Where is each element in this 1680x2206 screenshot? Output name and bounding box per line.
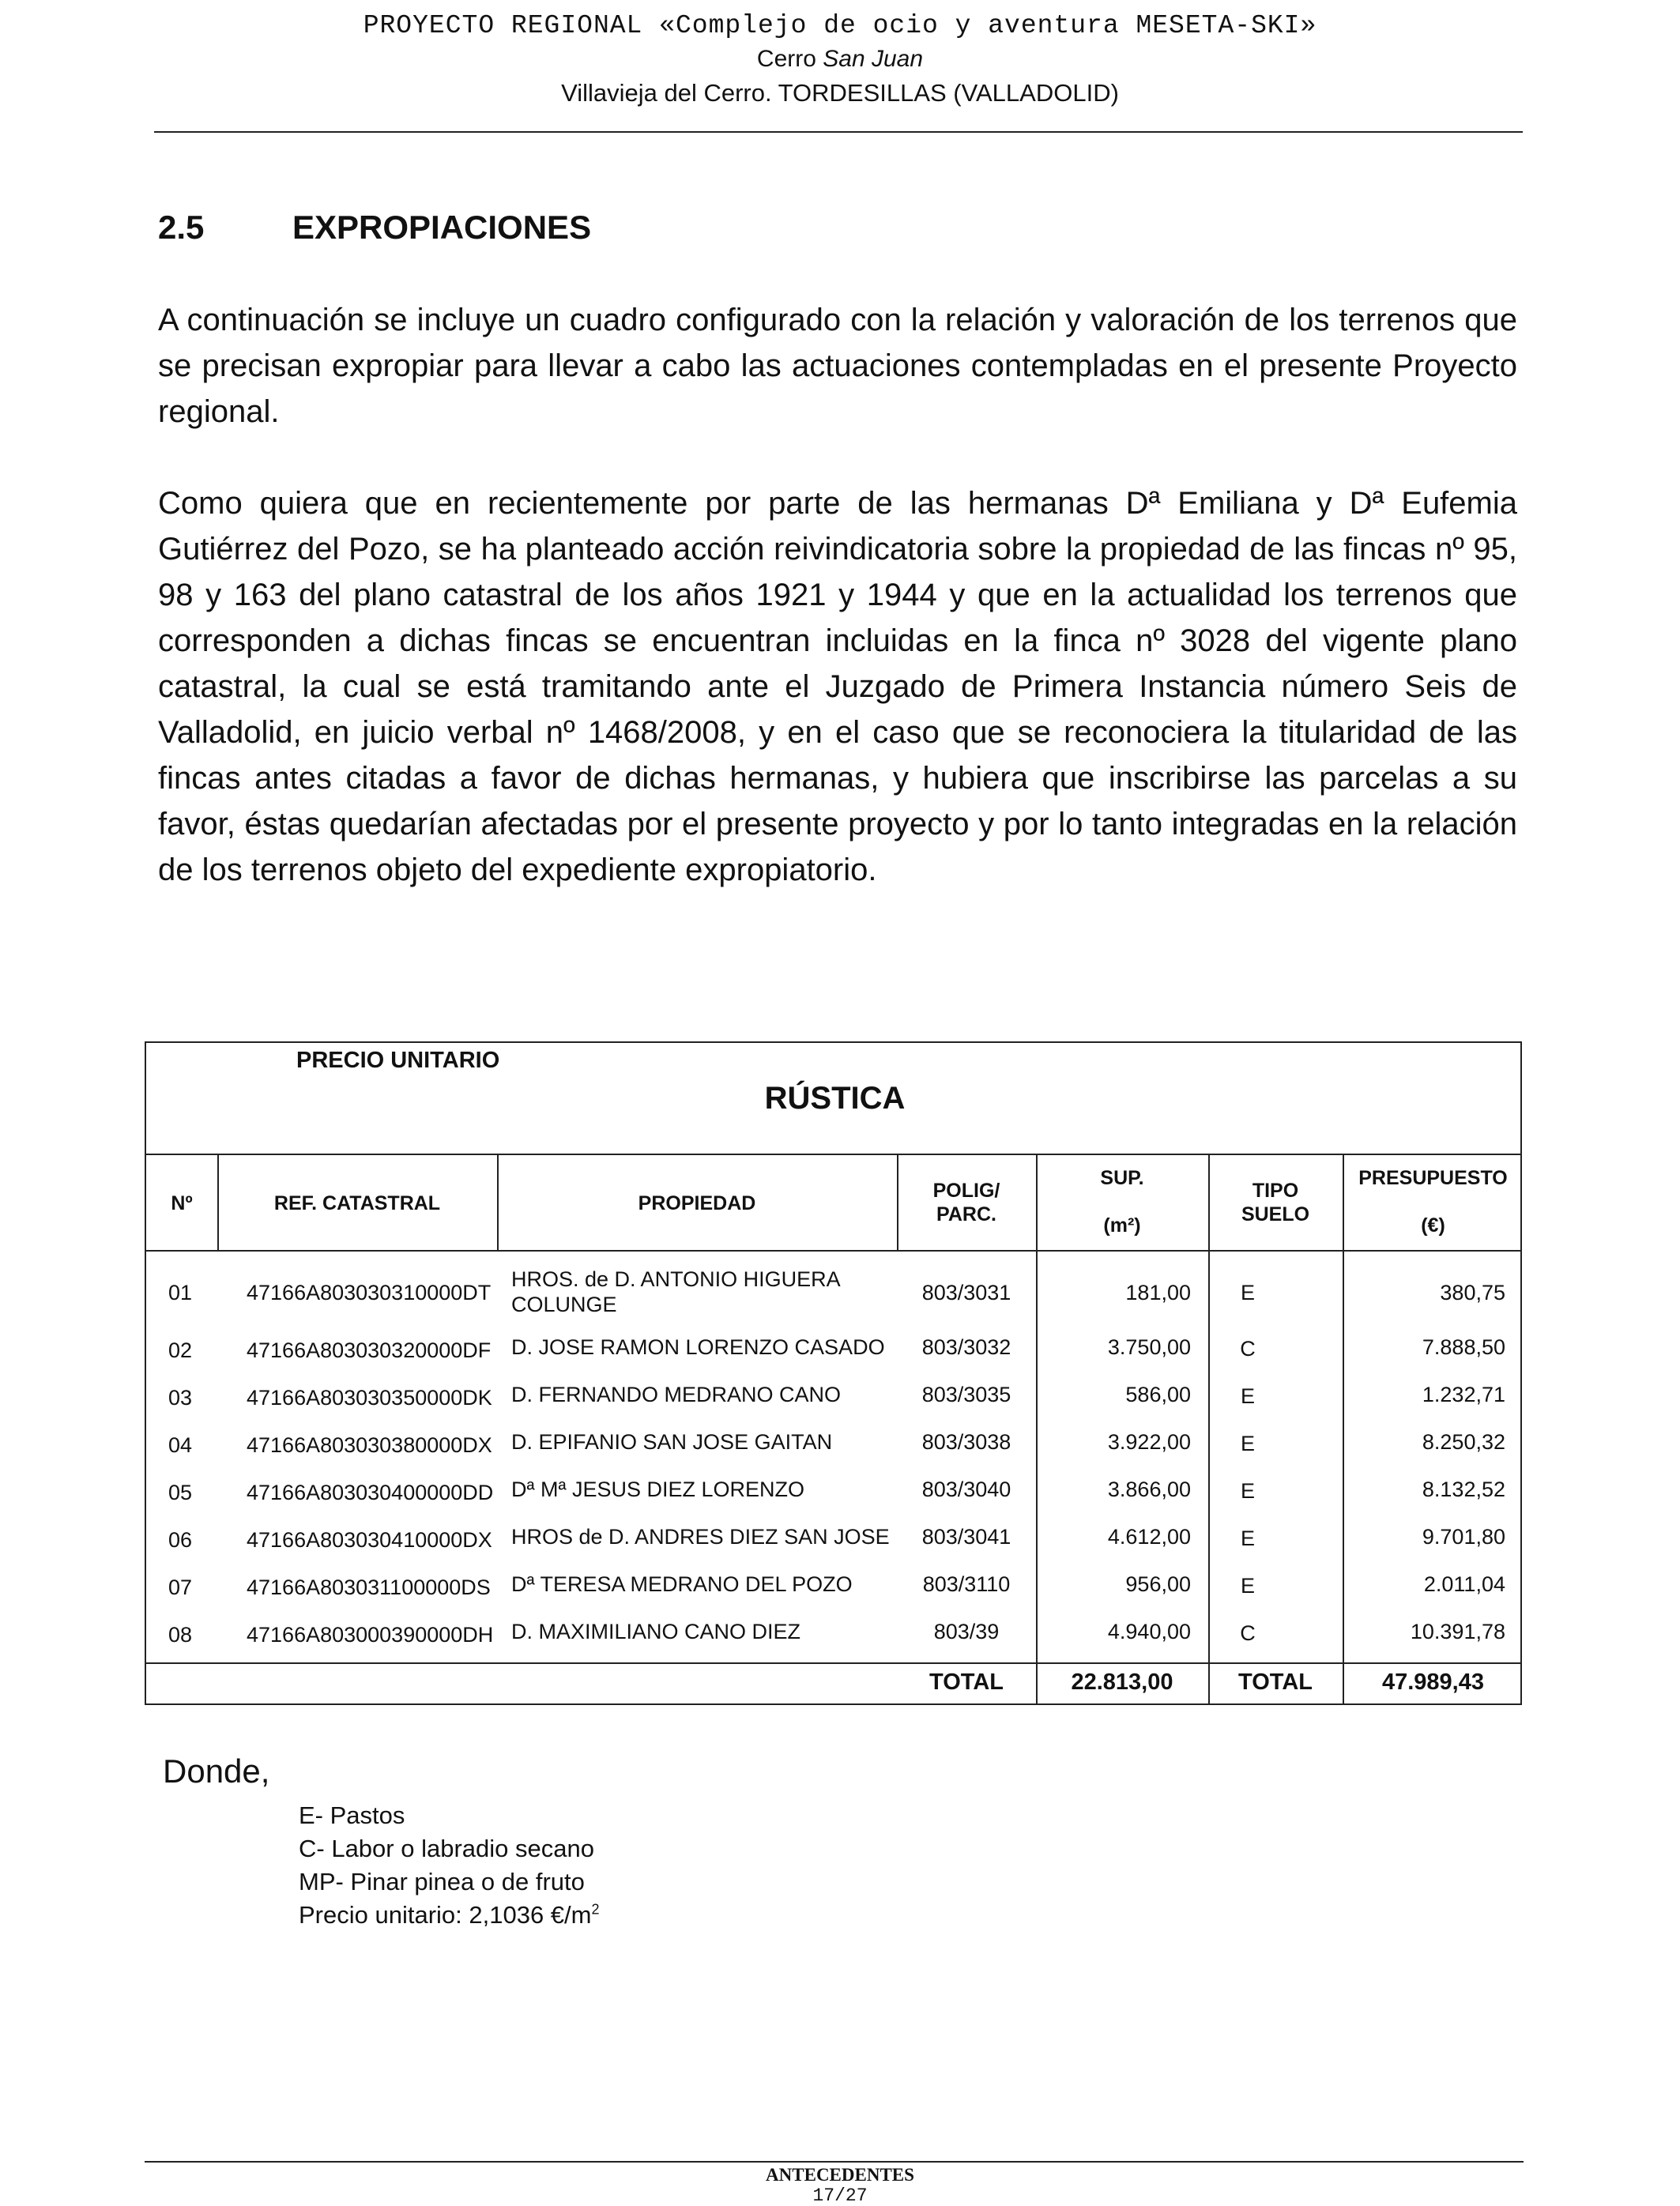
paragraph-intro: A continuación se incluye un cuadro configurado con la relación y valoración de los terrenos que se precisan expropiar para llevar a cabo las actuaciones contempladas en el presente Proyecto regional.: [158, 303, 1517, 429]
cell-owner: HROS. de D. ANTONIO HIGUERA: [511, 1267, 841, 1291]
cell-land-type: C: [1240, 1621, 1256, 1645]
cell-ref: 47166A803030320000DF: [247, 1338, 492, 1362]
legend-unit-price: [299, 1901, 600, 1929]
col-header-polig: [897, 1179, 1036, 1226]
col-header-land-type-line1: TIPO: [1252, 1180, 1299, 1202]
cell-surface: 3.866,00: [1107, 1478, 1191, 1501]
cell-number: 07: [168, 1575, 193, 1599]
cell-surface: 586,00: [1125, 1383, 1191, 1406]
cell-surface: 4.612,00: [1107, 1525, 1191, 1549]
col-header-land-type-line2: SUELO: [1241, 1203, 1310, 1225]
cell-ref: 47166A803030400000DD: [247, 1481, 494, 1504]
cell-budget: 380,75: [1440, 1281, 1505, 1304]
table-rule: [146, 1250, 1520, 1252]
footer-section-label: ANTECEDENTES: [766, 2165, 914, 2185]
total-surface: 22.813,00: [1071, 1670, 1173, 1695]
col-header-ref: REF. CATASTRAL: [273, 1192, 441, 1214]
cell-owner: Dª TERESA MEDRANO DEL POZO: [511, 1572, 853, 1596]
table-title: RÚSTICA: [764, 1081, 906, 1116]
table-rule: [146, 1662, 1520, 1664]
cell-land-type: E: [1240, 1574, 1255, 1598]
header-location-prefix: Cerro: [756, 46, 823, 72]
legend-item: MP- Pinar pinea o de fruto: [299, 1868, 585, 1895]
legend-unit-price-text: Precio unitario: 2,1036 €/m: [299, 1901, 592, 1929]
cell-owner: D. EPIFANIO SAN JOSE GAITAN: [511, 1430, 833, 1454]
cell-owner: D. MAXIMILIANO CANO DIEZ: [511, 1620, 801, 1643]
cell-land-type: E: [1240, 1281, 1255, 1304]
cell-land-type: E: [1240, 1432, 1255, 1455]
cell-number: 04: [168, 1433, 193, 1457]
cell-budget: 10.391,78: [1410, 1620, 1505, 1643]
header-divider: [154, 131, 1523, 133]
col-header-budget-line2: (€): [1421, 1214, 1445, 1237]
total-label-budget: TOTAL: [1238, 1670, 1313, 1695]
legend-unit-price-exponent: 2: [591, 1901, 600, 1918]
cell-number: 06: [168, 1528, 193, 1552]
cell-surface: 3.750,00: [1107, 1335, 1191, 1359]
cell-owner: D. JOSE RAMON LORENZO CASADO: [511, 1335, 885, 1359]
cell-ref: 47166A803030350000DK: [247, 1386, 492, 1410]
col-header-polig-line2: PARC.: [936, 1203, 996, 1225]
col-header-land-type: [1208, 1179, 1343, 1226]
cell-ref: 47166A803030380000DX: [247, 1433, 492, 1457]
cell-surface: 181,00: [1125, 1281, 1191, 1304]
cell-ref: 47166A803030310000DT: [247, 1281, 492, 1304]
cell-budget: 2.011,04: [1423, 1572, 1505, 1596]
paragraph-claim: Como quiera que en recientemente por parte de las hermanas Dª Emiliana y Dª Eufemia Gutiérrez del Pozo, se ha planteado acción reivindicatoria sobre la propiedad de las fincas nº 95, 98 y 163 del plano catastral de los años 1921 y 1944 y que en la actualidad los terrenos que corresponden a dichas fincas se encuentran incluidas en la finca nº 3028 del vigente plano catastral, la cual se está tramitando ante el Juzgado de Primera Instancia número Seis de Valladolid, en juicio verbal nº 1468/2008, y en el caso que se reconociera la titularidad de las fincas antes citadas a favor de dichas hermanas, y hubiera que inscribirse las parcelas a su favor, éstas quedarían afectadas por el presente proyecto y por lo tanto integradas en la relación de los terrenos objeto del expediente expropiatorio.: [158, 486, 1517, 887]
col-header-surface-line1: SUP.: [1100, 1167, 1144, 1189]
cell-budget: 9.701,80: [1422, 1525, 1505, 1549]
cell-surface: 3.922,00: [1107, 1430, 1191, 1454]
total-label-surface: TOTAL: [929, 1670, 1004, 1695]
cell-polig: 803/3031: [921, 1281, 1011, 1304]
cell-polig: 803/3110: [922, 1572, 1011, 1596]
cell-budget: 8.132,52: [1422, 1478, 1505, 1501]
section-number: 2.5: [158, 209, 205, 246]
footer-divider: [145, 2161, 1524, 2163]
cell-surface: 956,00: [1125, 1572, 1191, 1596]
col-header-owner: PROPIEDAD: [638, 1192, 756, 1214]
header-location-name: San Juan: [823, 46, 924, 72]
cell-ref: 47166A803000390000DH: [247, 1623, 494, 1647]
cell-land-type: E: [1240, 1479, 1255, 1503]
table-rule: [146, 1154, 1520, 1155]
section-title: EXPROPIACIONES: [292, 209, 592, 246]
cell-polig: 803/3035: [921, 1383, 1011, 1406]
header-location: [0, 46, 1680, 73]
cell-polig: 803/3041: [921, 1525, 1011, 1549]
col-header-surface: [1036, 1166, 1208, 1237]
header-address: Villavieja del Cerro. TORDESILLAS (VALLADOLID): [561, 79, 1119, 107]
header-project-title: PROYECTO REGIONAL «Complejo de ocio y aventura MESETA-SKI»: [363, 11, 1317, 40]
cell-number: 08: [168, 1623, 193, 1647]
cell-number: 05: [168, 1481, 193, 1504]
cell-polig: 803/39: [933, 1620, 1000, 1643]
cell-owner-line2: COLUNGE: [511, 1293, 617, 1316]
cell-owner: HROS de D. ANDRES DIEZ SAN JOSE: [511, 1525, 890, 1549]
cell-owner: D. FERNANDO MEDRANO CANO: [511, 1383, 842, 1406]
col-header-surface-line2: (m²): [1103, 1214, 1141, 1237]
cell-surface: 4.940,00: [1107, 1620, 1191, 1643]
section-heading: [158, 209, 591, 247]
cell-ref: 47166A803031100000DS: [247, 1575, 491, 1599]
cell-land-type: E: [1240, 1384, 1255, 1408]
table-unit-price-label: PRECIO UNITARIO: [296, 1048, 500, 1073]
col-header-polig-line1: POLIG/: [932, 1180, 1000, 1202]
cell-ref: 47166A803030410000DX: [247, 1528, 492, 1552]
cell-budget: 7.888,50: [1422, 1335, 1505, 1359]
cell-budget: 1.232,71: [1422, 1383, 1505, 1406]
cell-polig: 803/3038: [921, 1430, 1011, 1454]
legend-intro: Donde,: [163, 1752, 270, 1790]
legend-item: C- Labor o labradio secano: [299, 1835, 594, 1862]
cell-owner: Dª Mª JESUS DIEZ LORENZO: [511, 1478, 805, 1501]
cell-land-type: E: [1240, 1527, 1255, 1550]
footer-page-number: 17/27: [812, 2185, 868, 2206]
cell-number: 03: [168, 1386, 193, 1410]
expropriation-table: [145, 1041, 1522, 1705]
cell-land-type: C: [1240, 1337, 1256, 1361]
cell-polig: 803/3040: [921, 1478, 1011, 1501]
cell-budget: 8.250,32: [1422, 1430, 1505, 1454]
legend-item: E- Pastos: [299, 1801, 405, 1829]
cell-number: 02: [168, 1338, 193, 1362]
cell-polig: 803/3032: [921, 1335, 1011, 1359]
col-header-budget-line1: PRESUPUESTO: [1358, 1167, 1508, 1189]
cell-number: 01: [168, 1281, 193, 1304]
col-header-budget: [1343, 1166, 1524, 1237]
col-header-number: Nº: [171, 1192, 193, 1214]
total-budget: 47.989,43: [1381, 1670, 1484, 1695]
